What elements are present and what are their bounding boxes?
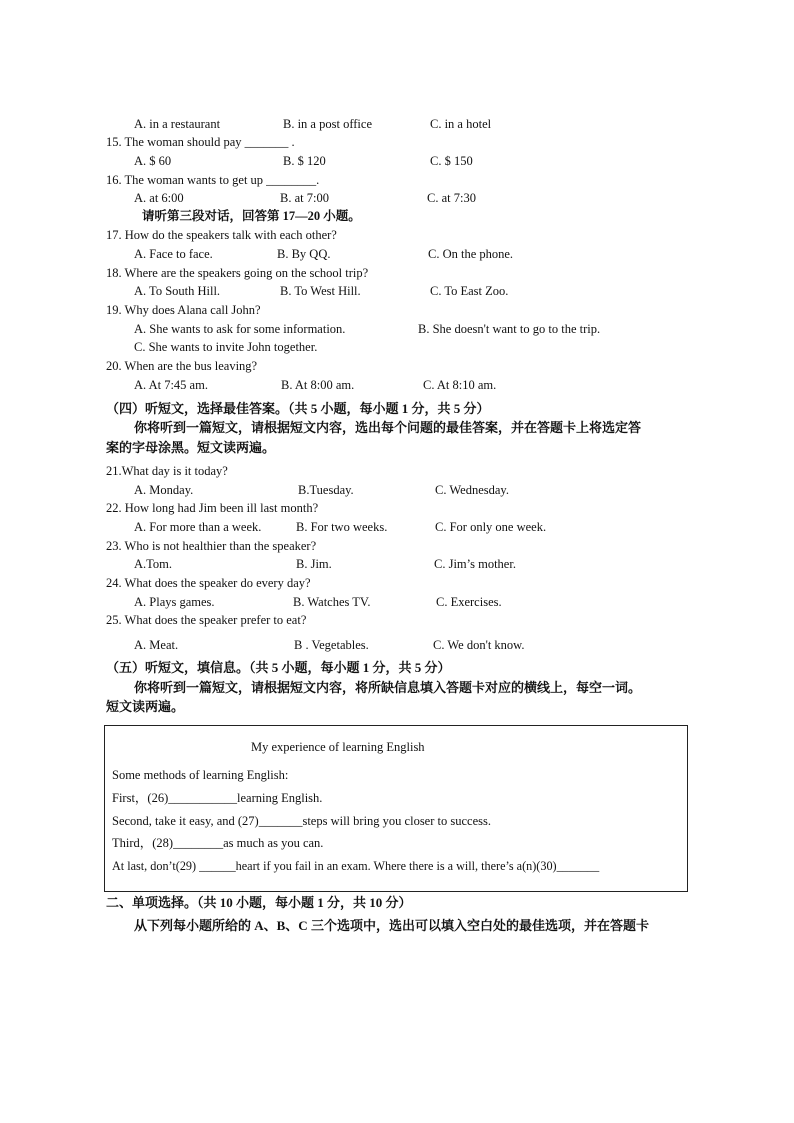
q20-option-c: C. At 8:10 am.	[423, 378, 497, 392]
section-4-instruction-line1: 你将听到一篇短文，请根据短文内容，选出每个问题的最佳答案，并在答题卡上将选定答	[134, 420, 642, 435]
q21-option-c: C. Wednesday.	[435, 483, 509, 497]
q16-option-a: A. at 6:00	[134, 191, 184, 205]
q19-option-a: A. She wants to ask for some information.	[134, 322, 346, 336]
q24-stem: 24. What does the speaker do every day?	[106, 576, 311, 590]
q18-stem: 18. Where are the speakers going on the school trip?	[106, 266, 369, 280]
q15-option-b: B. $ 120	[283, 154, 326, 168]
q25-option-c: C. We don't know.	[433, 638, 525, 652]
q22-option-b: B. For two weeks.	[296, 520, 388, 534]
q21-option-b: B.Tuesday.	[298, 483, 354, 497]
q23-option-b: B. Jim.	[296, 557, 332, 571]
q24-option-b: B. Watches TV.	[293, 595, 371, 609]
q17-option-b: B. By QQ.	[277, 247, 331, 261]
section-4-instruction-line2: 案的字母涂黑。短文读两遍。	[106, 440, 276, 455]
q24-option-c: C. Exercises.	[436, 595, 502, 609]
box-title: My experience of learning English	[251, 740, 425, 754]
q16-stem: 16. The woman wants to get up ________.	[106, 173, 320, 187]
box-line-28: Third，(28)________as much as you can.	[112, 836, 324, 850]
q20-stem: 20. When are the bus leaving?	[106, 359, 258, 373]
q19-option-c: C. She wants to invite John together.	[134, 340, 318, 354]
q18-option-c: C. To East Zoo.	[430, 284, 509, 298]
q15-stem: 15. The woman should pay _______ .	[106, 135, 295, 149]
q16-option-b: B. at 7:00	[280, 191, 329, 205]
q16-option-c: C. at 7:30	[427, 191, 476, 205]
instruction-17-20: 请听第三段对话，回答第 17—20 小题。	[142, 209, 361, 223]
q17-option-a: A. Face to face.	[134, 247, 213, 261]
q19-stem: 19. Why does Alana call John?	[106, 303, 261, 317]
fill-in-box	[104, 725, 688, 892]
q14-option-b: B. in a post office	[283, 117, 372, 131]
q21-option-a: A. Monday.	[134, 483, 194, 497]
q15-option-a: A. $ 60	[134, 154, 172, 168]
q14-option-a: A. in a restaurant	[134, 117, 221, 131]
box-line-27: Second, take it easy, and (27)_______steps will bring you closer to success.	[112, 814, 491, 828]
part-2-heading: 二、单项选择。（共 10 小题，每小题 1 分，共 10 分）	[106, 895, 412, 910]
q19-option-b: B. She doesn't want to go to the trip.	[418, 322, 601, 336]
q20-option-a: A. At 7:45 am.	[134, 378, 208, 392]
q17-option-c: C. On the phone.	[428, 247, 514, 261]
q23-option-c: C. Jim’s mother.	[434, 557, 516, 571]
q25-option-b: B . Vegetables.	[294, 638, 369, 652]
q25-option-a: A. Meat.	[134, 638, 179, 652]
part-2-instruction: 从下列每小题所给的 A、B、C 三个选项中，选出可以填入空白处的最佳选项，并在答题卡	[134, 918, 649, 933]
q15-option-c: C. $ 150	[430, 154, 473, 168]
box-line-methods: Some methods of learning English:	[112, 768, 289, 782]
section-4-heading: （四）听短文，选择最佳答案。（共 5 小题，每小题 1 分，共 5 分）	[106, 401, 490, 416]
box-line-26: First，(26)___________learning English.	[112, 791, 323, 805]
q22-option-a: A. For more than a week.	[134, 520, 262, 534]
section-5-heading: （五）听短文，填信息。（共 5 小题，每小题 1 分，共 5 分）	[106, 660, 451, 675]
q25-stem: 25. What does the speaker prefer to eat?	[106, 613, 307, 627]
q23-stem: 23. Who is not healthier than the speaker?	[106, 539, 317, 553]
q23-option-a: A.Tom.	[134, 557, 173, 571]
q20-option-b: B. At 8:00 am.	[281, 378, 355, 392]
q18-option-b: B. To West Hill.	[280, 284, 361, 298]
q24-option-a: A. Plays games.	[134, 595, 215, 609]
q14-option-c: C. in a hotel	[430, 117, 492, 131]
box-line-29-30: At last, don’t(29) ______heart if you fail in an exam. Where there is a will, there’s a(n)(30)_______	[112, 859, 600, 873]
q22-stem: 22. How long had Jim been ill last month?	[106, 501, 319, 515]
q18-option-a: A. To South Hill.	[134, 284, 221, 298]
q22-option-c: C. For only one week.	[435, 520, 547, 534]
q17-stem: 17. How do the speakers talk with each other?	[106, 228, 337, 242]
section-5-instruction-line1: 你将听到一篇短文，请根据短文内容，将所缺信息填入答题卡对应的横线上，每空一词。	[134, 680, 642, 695]
q21-stem: 21.What day is it today?	[106, 464, 228, 478]
section-5-instruction-line2: 短文读两遍。	[106, 699, 185, 714]
